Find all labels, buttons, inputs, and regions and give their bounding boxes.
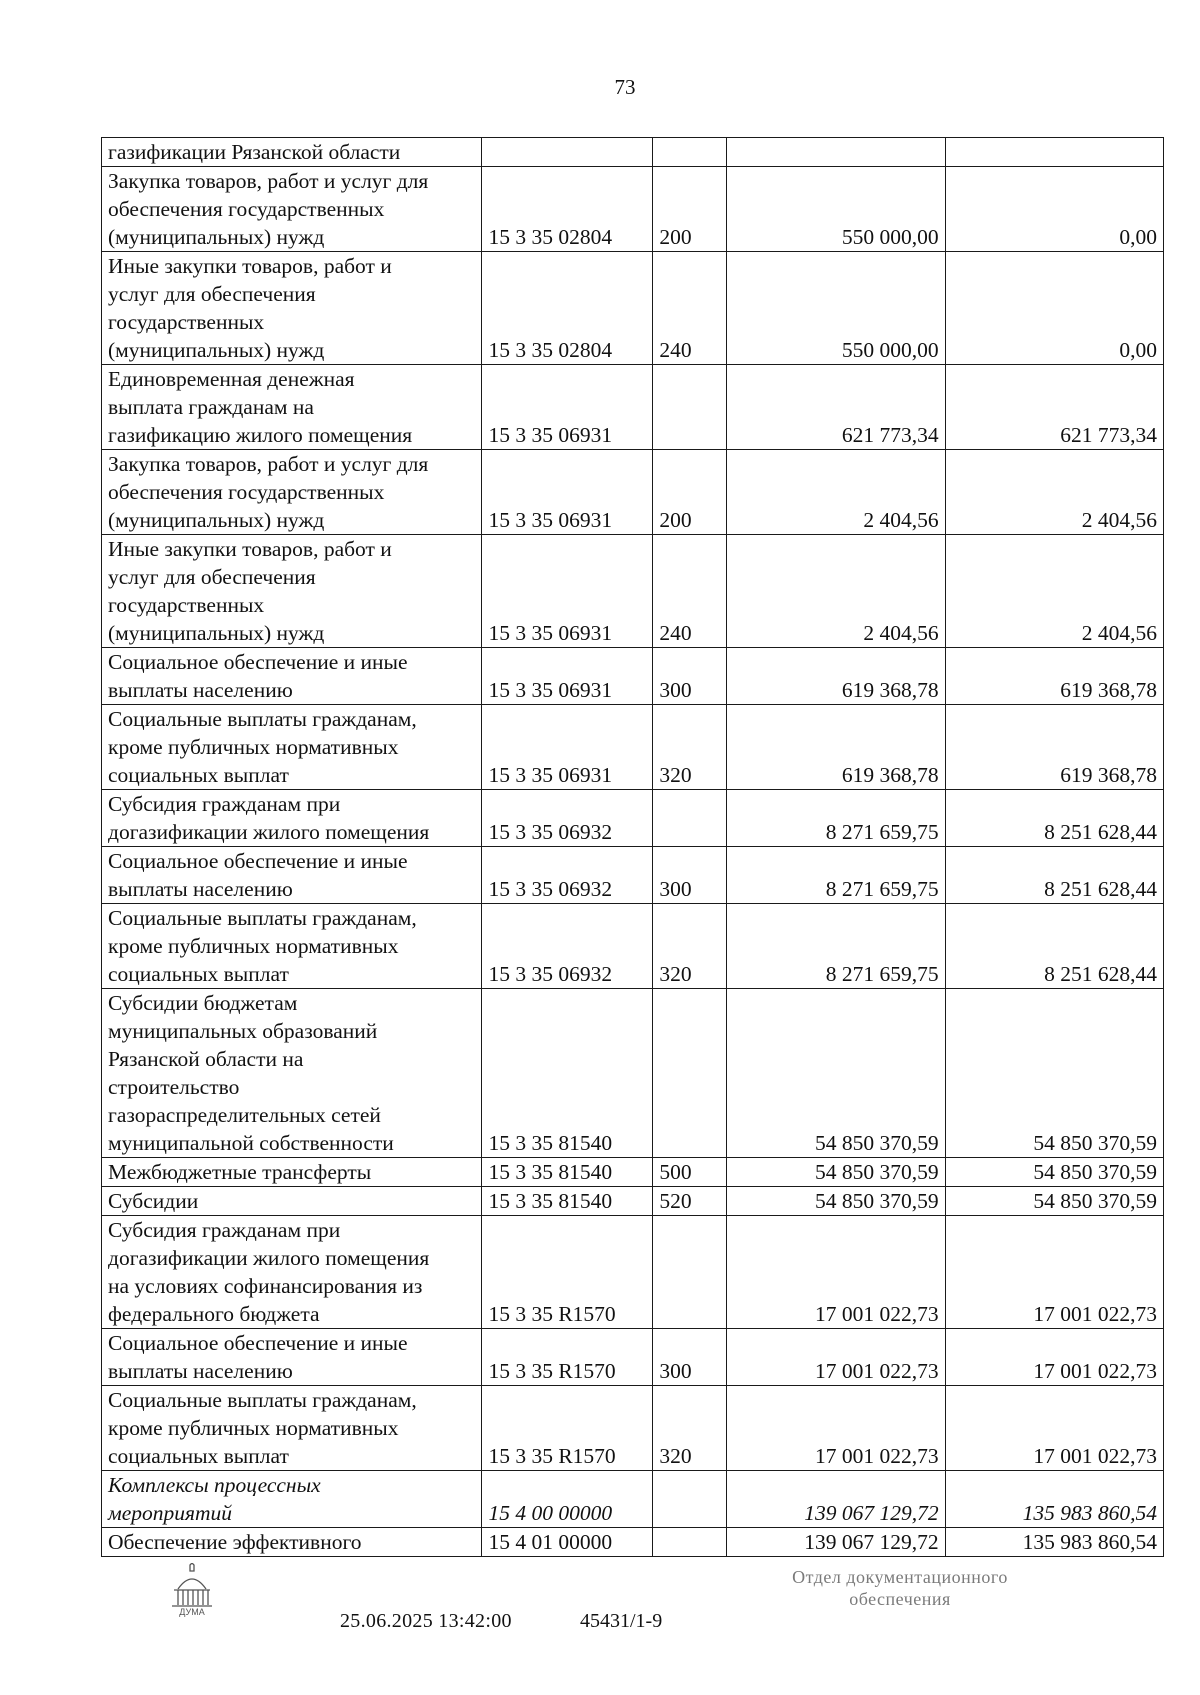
row-sum-plan-text: 17 001 022,73 — [814, 1359, 939, 1383]
row-sum-actual-cell — [945, 1471, 1163, 1528]
row-code-text: 15 3 35 81540 — [488, 1131, 613, 1155]
row-sum-actual-text: 17 001 022,73 — [1033, 1444, 1157, 1468]
row-sum-plan-text: 8 271 659,75 — [825, 877, 939, 901]
row-sum-plan-text: 2 404,56 — [863, 508, 939, 532]
row-sum-plan-cell — [727, 1158, 945, 1187]
row-sum-actual-cell — [945, 252, 1163, 365]
row-type-text: 300 — [659, 678, 692, 702]
row-type-cell — [653, 1528, 727, 1557]
row-name-text: Социальное обеспечение и иные выплаты населению — [108, 849, 408, 901]
row-sum-plan-text: 550 000,00 — [841, 225, 939, 249]
row-sum-plan-cell — [727, 648, 945, 705]
row-code-text: 15 3 35 02804 — [488, 338, 613, 362]
row-sum-plan-text: 619 368,78 — [841, 763, 939, 787]
row-sum-plan-text: 54 850 370,59 — [814, 1131, 939, 1155]
row-sum-plan-cell — [727, 1471, 945, 1528]
row-sum-actual-text: 54 850 370,59 — [1033, 1131, 1157, 1155]
row-sum-actual-cell — [945, 705, 1163, 790]
row-sum-plan-text: 8 271 659,75 — [825, 962, 939, 986]
row-sum-plan-cell — [727, 450, 945, 535]
row-type-text: 520 — [659, 1189, 692, 1213]
row-sum-actual-text: 619 368,78 — [1060, 678, 1157, 702]
row-type-cell — [653, 365, 727, 450]
row-name-text: Закупка товаров, работ и услуг для обеспечения государственных (муниципальных) нужд — [108, 452, 429, 532]
table-row — [102, 989, 1164, 1158]
row-code-cell — [482, 904, 653, 989]
row-sum-actual-cell — [945, 648, 1163, 705]
row-name-text: Субсидии бюджетам муниципальных образований Рязанской области на строительство газораспределительных сетей муниципальной собственности — [108, 991, 394, 1155]
row-name-text: Иные закупки товаров, работ и услуг для обеспечения государственных (муниципальных) нужд — [108, 254, 392, 362]
row-sum-actual-text: 17 001 022,73 — [1033, 1302, 1157, 1326]
row-type-cell — [653, 1471, 727, 1528]
budget-table-body — [102, 138, 1164, 1557]
row-code-cell — [482, 450, 653, 535]
table-row — [102, 648, 1164, 705]
row-type-cell — [653, 167, 727, 252]
row-sum-actual-text: 8 251 628,44 — [1044, 962, 1157, 986]
row-sum-plan-cell — [727, 1386, 945, 1471]
row-code-text: 15 3 35 06931 — [488, 423, 613, 447]
row-sum-plan-cell — [727, 790, 945, 847]
row-type-cell — [653, 790, 727, 847]
row-code-text: 15 3 35 81540 — [488, 1160, 613, 1184]
row-sum-actual-text: 54 850 370,59 — [1033, 1189, 1157, 1213]
row-sum-actual-cell — [945, 1528, 1163, 1557]
row-sum-plan-cell — [727, 167, 945, 252]
stamp-line-2: обеспечения — [849, 1589, 951, 1609]
row-type-cell — [653, 648, 727, 705]
table-row — [102, 365, 1164, 450]
row-sum-plan-cell — [727, 1187, 945, 1216]
row-sum-actual-text: 619 368,78 — [1060, 763, 1157, 787]
row-sum-plan-cell — [727, 365, 945, 450]
row-name-cell — [102, 252, 482, 365]
row-code-cell — [482, 790, 653, 847]
table-row — [102, 1386, 1164, 1471]
row-sum-plan-text: 2 404,56 — [863, 621, 939, 645]
row-name-text: Субсидия гражданам при догазификации жилого помещения — [108, 792, 430, 844]
row-sum-plan-text: 139 067 129,72 — [804, 1501, 939, 1525]
row-sum-plan-text: 54 850 370,59 — [814, 1160, 939, 1184]
row-code-cell — [482, 167, 653, 252]
row-name-cell — [102, 1528, 482, 1557]
row-type-cell — [653, 1329, 727, 1386]
row-type-text: 300 — [659, 877, 692, 901]
row-name-text: Закупка товаров, работ и услуг для обеспечения государственных (муниципальных) нужд — [108, 169, 429, 249]
row-type-text: 300 — [659, 1359, 692, 1383]
table-row — [102, 705, 1164, 790]
row-name-cell — [102, 790, 482, 847]
row-sum-actual-cell — [945, 790, 1163, 847]
logo-text: ДУМА — [179, 1607, 205, 1617]
row-type-cell — [653, 1187, 727, 1216]
table-row — [102, 1187, 1164, 1216]
row-code-cell — [482, 705, 653, 790]
row-code-text: 15 4 00 00000 — [488, 1501, 613, 1525]
row-name-cell — [102, 365, 482, 450]
row-name-text: Единовременная денежная выплата гражданам на газификацию жилого помещения — [108, 367, 413, 447]
table-row — [102, 450, 1164, 535]
row-sum-actual-text: 0,00 — [1119, 338, 1157, 362]
row-code-text: 15 4 01 00000 — [488, 1530, 613, 1554]
row-sum-plan-text: 619 368,78 — [841, 678, 939, 702]
row-sum-actual-cell — [945, 1187, 1163, 1216]
row-name-text: Социальное обеспечение и иные выплаты населению — [108, 1331, 408, 1383]
row-code-cell — [482, 252, 653, 365]
table-row — [102, 790, 1164, 847]
row-type-text: 240 — [659, 338, 692, 362]
row-code-cell — [482, 1216, 653, 1329]
row-name-cell — [102, 1386, 482, 1471]
print-datetime: 25.06.2025 13:42:00 — [340, 1610, 512, 1632]
row-sum-actual-text: 8 251 628,44 — [1044, 877, 1157, 901]
row-sum-plan-cell — [727, 847, 945, 904]
row-sum-actual-text: 135 983 860,54 — [1022, 1530, 1157, 1554]
row-type-cell — [653, 1386, 727, 1471]
row-name-cell — [102, 847, 482, 904]
table-row — [102, 1329, 1164, 1386]
row-type-text: 200 — [659, 225, 692, 249]
row-name-text: Межбюджетные трансферты — [108, 1160, 372, 1184]
row-code-text: 15 3 35 06931 — [488, 621, 613, 645]
row-sum-actual-cell — [945, 1329, 1163, 1386]
row-type-cell — [653, 1158, 727, 1187]
row-name-cell — [102, 705, 482, 790]
row-sum-actual-text: 2 404,56 — [1081, 621, 1157, 645]
row-name-cell — [102, 1329, 482, 1386]
row-sum-plan-text: 139 067 129,72 — [804, 1530, 939, 1554]
row-type-cell — [653, 138, 727, 167]
table-row — [102, 1216, 1164, 1329]
row-name-cell — [102, 535, 482, 648]
row-sum-actual-cell — [945, 847, 1163, 904]
row-name-cell — [102, 138, 482, 167]
row-sum-plan-cell — [727, 138, 945, 167]
row-code-text: 15 3 35 81540 — [488, 1189, 613, 1213]
row-name-cell — [102, 1158, 482, 1187]
row-name-text: Социальные выплаты гражданам, кроме публичных нормативных социальных выплат — [108, 906, 417, 986]
row-name-cell — [102, 167, 482, 252]
row-sum-actual-text: 17 001 022,73 — [1033, 1359, 1157, 1383]
row-type-cell — [653, 989, 727, 1158]
row-code-text: 15 3 35 R1570 — [488, 1359, 616, 1383]
row-type-text: 240 — [659, 621, 692, 645]
row-code-cell — [482, 138, 653, 167]
row-sum-plan-cell — [727, 1528, 945, 1557]
row-sum-actual-text: 621 773,34 — [1060, 423, 1157, 447]
row-name-text: газификации Рязанской области — [108, 140, 401, 164]
row-sum-actual-cell — [945, 365, 1163, 450]
row-type-cell — [653, 904, 727, 989]
row-name-text: Субсидия гражданам при догазификации жилого помещения на условиях софинансирования из федерального бюджета — [108, 1218, 430, 1326]
row-type-cell — [653, 847, 727, 904]
row-name-cell — [102, 1216, 482, 1329]
table-row — [102, 1471, 1164, 1528]
page-number: 73 — [614, 75, 636, 99]
row-code-cell — [482, 648, 653, 705]
row-name-text: Комплексы процессных мероприятий — [108, 1473, 321, 1525]
row-name-text: Социальное обеспечение и иные выплаты населению — [108, 650, 408, 702]
table-row — [102, 252, 1164, 365]
row-type-text: 200 — [659, 508, 692, 532]
row-code-text: 15 3 35 02804 — [488, 225, 613, 249]
row-name-cell — [102, 989, 482, 1158]
row-sum-plan-cell — [727, 705, 945, 790]
row-name-cell — [102, 648, 482, 705]
row-sum-plan-cell — [727, 904, 945, 989]
row-code-text: 15 3 35 06931 — [488, 763, 613, 787]
row-sum-plan-cell — [727, 1216, 945, 1329]
row-code-text: 15 3 35 06932 — [488, 877, 613, 901]
table-row — [102, 847, 1164, 904]
row-code-text: 15 3 35 06932 — [488, 962, 613, 986]
row-name-text: Обеспечение эффективного — [108, 1530, 362, 1554]
table-row — [102, 904, 1164, 989]
row-sum-plan-text: 17 001 022,73 — [814, 1302, 939, 1326]
row-code-cell — [482, 1386, 653, 1471]
row-code-text: 15 3 35 06931 — [488, 678, 613, 702]
row-sum-actual-cell — [945, 535, 1163, 648]
row-code-text: 15 3 35 06931 — [488, 508, 613, 532]
row-code-cell — [482, 1471, 653, 1528]
table-row — [102, 167, 1164, 252]
row-name-cell — [102, 1471, 482, 1528]
row-sum-actual-text: 135 983 860,54 — [1022, 1501, 1157, 1525]
row-sum-actual-cell — [945, 138, 1163, 167]
row-sum-plan-cell — [727, 252, 945, 365]
row-sum-actual-text: 8 251 628,44 — [1044, 820, 1157, 844]
row-sum-actual-text: 0,00 — [1119, 225, 1157, 249]
row-sum-actual-cell — [945, 1386, 1163, 1471]
row-sum-plan-cell — [727, 989, 945, 1158]
duma-building-emblem-icon — [168, 1563, 216, 1617]
row-type-cell — [653, 450, 727, 535]
row-name-cell — [102, 1187, 482, 1216]
row-type-cell — [653, 535, 727, 648]
row-sum-plan-cell — [727, 535, 945, 648]
row-sum-actual-cell — [945, 989, 1163, 1158]
row-type-text: 320 — [659, 1444, 692, 1468]
row-name-text: Субсидии — [108, 1189, 199, 1213]
table-row — [102, 1528, 1164, 1557]
row-sum-plan-cell — [727, 1329, 945, 1386]
department-stamp — [750, 1566, 1050, 1610]
row-code-text: 15 3 35 R1570 — [488, 1444, 616, 1468]
row-name-text: Социальные выплаты гражданам, кроме публичных нормативных социальных выплат — [108, 707, 417, 787]
row-code-cell — [482, 535, 653, 648]
row-sum-actual-cell — [945, 1158, 1163, 1187]
row-sum-plan-text: 550 000,00 — [841, 338, 939, 362]
row-sum-actual-cell — [945, 1216, 1163, 1329]
table-row — [102, 138, 1164, 167]
row-code-text: 15 3 35 06932 — [488, 820, 613, 844]
stamp-line-1: Отдел документационного — [792, 1567, 1008, 1587]
row-name-cell — [102, 904, 482, 989]
row-code-cell — [482, 365, 653, 450]
row-type-cell — [653, 705, 727, 790]
row-sum-actual-text: 2 404,56 — [1081, 508, 1157, 532]
row-sum-actual-cell — [945, 904, 1163, 989]
row-code-cell — [482, 847, 653, 904]
row-code-cell — [482, 1528, 653, 1557]
row-type-text: 320 — [659, 962, 692, 986]
row-sum-actual-cell — [945, 167, 1163, 252]
row-sum-actual-text: 54 850 370,59 — [1033, 1160, 1157, 1184]
row-sum-plan-text: 8 271 659,75 — [825, 820, 939, 844]
row-sum-plan-text: 54 850 370,59 — [814, 1189, 939, 1213]
row-name-text: Социальные выплаты гражданам, кроме публичных нормативных социальных выплат — [108, 1388, 417, 1468]
row-code-text: 15 3 35 R1570 — [488, 1302, 616, 1326]
row-sum-plan-text: 621 773,34 — [841, 423, 939, 447]
row-type-text: 500 — [659, 1160, 692, 1184]
row-code-cell — [482, 1187, 653, 1216]
row-type-cell — [653, 252, 727, 365]
table-row — [102, 1158, 1164, 1187]
row-type-text: 320 — [659, 763, 692, 787]
row-type-cell — [653, 1216, 727, 1329]
row-sum-actual-cell — [945, 450, 1163, 535]
row-code-cell — [482, 1329, 653, 1386]
registration-number: 45431/1-9 — [580, 1610, 663, 1632]
row-sum-plan-text: 17 001 022,73 — [814, 1444, 939, 1468]
row-code-cell — [482, 1158, 653, 1187]
row-name-text: Иные закупки товаров, работ и услуг для обеспечения государственных (муниципальных) нужд — [108, 537, 392, 645]
row-code-cell — [482, 989, 653, 1158]
budget-table — [101, 137, 1164, 1557]
table-row — [102, 535, 1164, 648]
row-name-cell — [102, 450, 482, 535]
